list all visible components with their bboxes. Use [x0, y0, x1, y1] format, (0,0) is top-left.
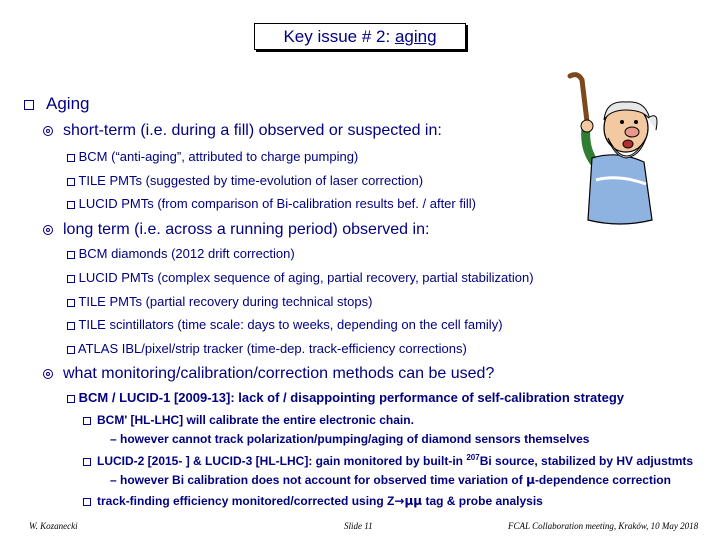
short-term-row	[43, 122, 442, 140]
footer-author: W. Kozanecki	[29, 521, 78, 531]
sub-item-text-cont: Bi source, stabilized by HV adjustmts	[479, 454, 694, 468]
sub-item-text: LUCID-2 [2015- ] & LUCID-3 [HL-LHC]: gain monitored by built-in	[97, 454, 467, 468]
methods-row	[43, 365, 494, 383]
dash-icon: –	[110, 473, 121, 487]
slide-title	[254, 23, 466, 50]
long-term-row	[43, 221, 429, 239]
dash-item	[110, 473, 671, 487]
title-prefix: Key issue # 2:	[283, 27, 395, 46]
circle-bullet-icon	[43, 126, 53, 136]
dash-item-text-cont: -dependence correction	[534, 473, 671, 487]
sub-item	[83, 413, 414, 427]
square-bullet-icon	[67, 275, 75, 283]
heading-aging: Aging	[46, 94, 90, 113]
circle-bullet-icon	[43, 369, 53, 379]
short-term-item: LUCID PMTs (from comparison of Bi-calibration results bef. / after fill)	[78, 196, 476, 211]
right-arrow-icon: →	[394, 494, 405, 508]
long-term-item: TILE scintillators (time scale: days to weeks, depending on the cell family)	[78, 317, 503, 332]
list-item	[67, 341, 467, 356]
square-bullet-icon	[24, 100, 34, 110]
list-item	[67, 294, 372, 309]
methods-item: BCM / LUCID-1 [2009-13]: lack of / disappointing performance of self-calibration strategy	[78, 390, 625, 405]
list-item	[67, 196, 476, 211]
long-term-item: TILE PMTs (partial recovery during technical stops)	[78, 294, 373, 309]
short-term-item: TILE PMTs (suggested by time-evolution of laser correction)	[78, 173, 424, 188]
sub-item	[83, 453, 693, 468]
dash-item-text: however cannot track polarization/pumping/aging of diamond sensors themselves	[120, 432, 590, 446]
heading-row	[24, 94, 89, 114]
sub-item-text: BCM' [HL-LHC] will calibrate the entire electronic chain.	[97, 413, 414, 427]
dash-icon: –	[110, 432, 121, 446]
square-bullet-icon	[83, 458, 91, 466]
list-item	[67, 149, 358, 164]
dash-item-text: however Bi calibration does not account for observed time variation of	[120, 473, 527, 487]
square-bullet-icon	[67, 178, 75, 186]
short-term-text: short-term (i.e. during a fill) observed or suspected in:	[63, 122, 442, 139]
short-term-item: BCM (“anti-aging”, attributed to charge pumping)	[78, 149, 359, 164]
square-bullet-icon	[67, 346, 75, 354]
list-item	[67, 390, 624, 405]
list-item	[67, 270, 534, 285]
long-term-item: LUCID PMTs (complex sequence of aging, partial recovery, partial stabilization)	[78, 270, 534, 285]
old-man-cartoon-icon	[548, 70, 668, 230]
square-bullet-icon	[67, 395, 75, 403]
sub-item-text-cont: tag & probe analysis	[422, 494, 543, 508]
long-term-item: ATLAS IBL/pixel/strip tracker (time-dep. track-efficiency corrections)	[77, 341, 467, 356]
list-item	[67, 246, 295, 261]
footer-event: FCAL Collaboration meeting, Kraków, 10 May 2018	[508, 521, 699, 531]
sub-item	[83, 494, 543, 508]
methods-text: what monitoring/calibration/correction methods can be used?	[63, 365, 495, 382]
square-bullet-icon	[83, 498, 91, 506]
title-underlined: aging	[394, 27, 437, 46]
list-item	[67, 317, 503, 332]
square-bullet-icon	[67, 201, 75, 209]
dash-item	[110, 432, 589, 446]
circle-bullet-icon	[43, 225, 53, 235]
isotope-superscript: 207	[466, 453, 480, 462]
square-bullet-icon	[67, 154, 75, 162]
sub-item-text: track-finding efficiency monitored/corrected using Z	[97, 494, 395, 508]
mu-symbol: μμ	[404, 494, 423, 508]
square-bullet-icon	[67, 299, 75, 307]
mu-symbol: μ	[526, 473, 535, 487]
long-term-item: BCM diamonds (2012 drift correction)	[78, 246, 295, 261]
long-term-text: long term (i.e. across a running period) observed in:	[63, 221, 430, 238]
square-bullet-icon	[67, 322, 75, 330]
list-item	[67, 173, 423, 188]
footer-slide-number: Slide 11	[344, 521, 373, 531]
square-bullet-icon	[83, 417, 91, 425]
square-bullet-icon	[67, 251, 75, 259]
